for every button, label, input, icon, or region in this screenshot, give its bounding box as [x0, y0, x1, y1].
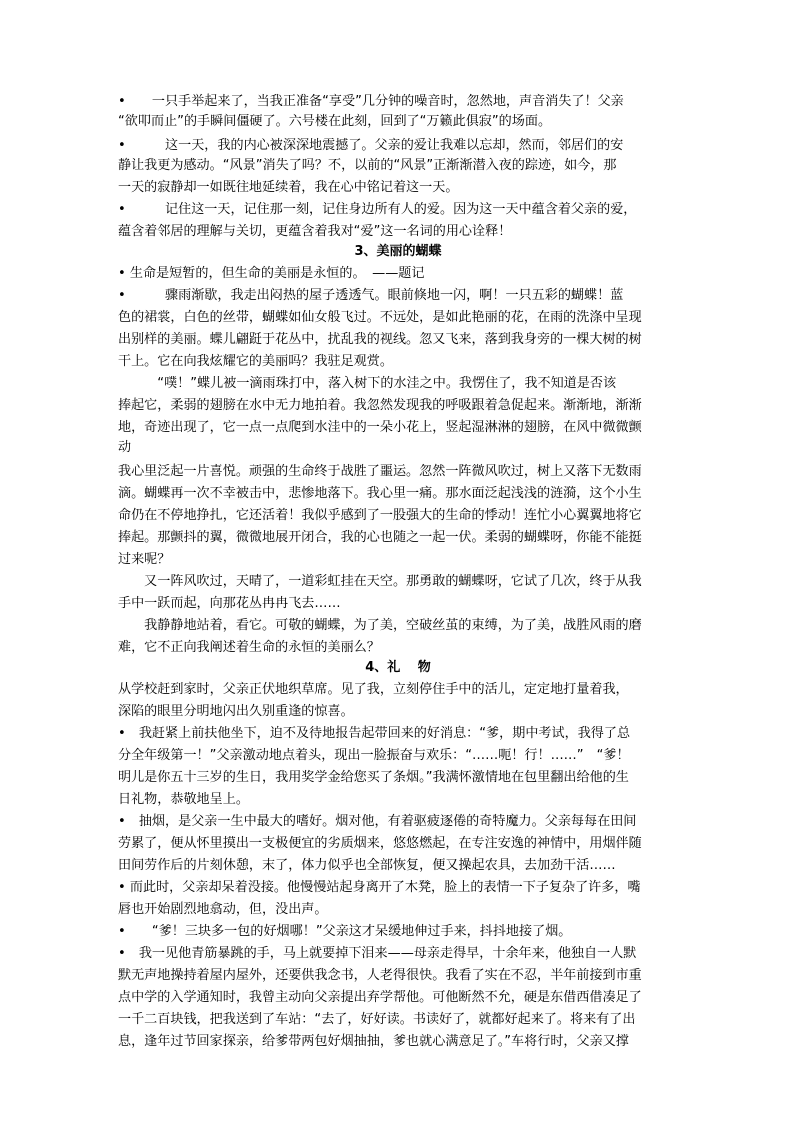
text-line: 过来呢？ — [118, 552, 171, 567]
text-line: 干上。它在向我炫耀它的美丽吗？我驻足观赏。 — [118, 354, 393, 369]
text-line: 明儿是你五十三岁的生日，我用奖学金给您买了条烟。”我满怀激情地在包里翻出给他的生 — [118, 770, 629, 785]
text-line: • “爹！三块多一包的好烟哪！”父亲这才呆缓地伸过手来，抖抖地接了烟。 — [118, 924, 572, 939]
text-line: 一天的寂静却一如既往地延续着，我在心中铭记着这一天。 — [118, 180, 459, 195]
text-line: “欲叩而止”的手瞬间僵硬了。六号楼在此刻，回到了“万籁此俱寂”的场面。 — [118, 114, 552, 129]
text-line: 我心里泛起一片喜悦。顽强的生命终于战胜了噩运。忽然一阵微风吹过，树上又落下无数雨 — [118, 464, 642, 479]
text-line: • 骤雨渐歇，我走出闷热的屋子透透气。眼前倏地一闪，啊！一只五彩的蝴蝶！蓝 — [118, 288, 624, 303]
text-line: 命仍在不停地挣扎，它还活着！我似乎感到了一股强大的生命的悸动！连忙小心翼翼地将它 — [118, 508, 642, 523]
text-line: 手中一跃而起，向那花丛冉冉飞去…… — [118, 596, 341, 611]
text-line: 捧起它，柔弱的翅膀在水中无力地拍着。我忽然发现我的呼吸跟着急促起来。渐渐地，渐渐 — [118, 398, 642, 413]
text-line: 色的裙裳，白色的丝带，蝴蝶如仙女般飞过。不远处，是如此艳丽的花，在雨的洗涤中呈现 — [118, 310, 642, 325]
text-line: 捧起。那颤抖的翼，微微地展开闭合，我的心也随之一起一伏。柔弱的蝴蝶呀，你能不能挺 — [118, 530, 642, 545]
text-line: 息，逢年过节回家探亲，给爹带两包好烟抽抽，爹也就心满意足了。”车将行时，父亲又撑 — [118, 1034, 629, 1049]
text-line: • 生命是短暂的，但生命的美丽是永恒的。 ——题记 — [118, 266, 425, 281]
text-line: 蕴含着邻居的理解与关切，更蕴含着我对“爱”这一名词的用心诠释！ — [118, 224, 512, 239]
text-line: • 抽烟，是父亲一生中最大的嗜好。烟对他，有着驱疲逐倦的奇特魔力。父亲每每在田间 — [118, 814, 637, 829]
text-line: 又一阵风吹过，天晴了，一道彩虹挂在天空。那勇敢的蝴蝶呀，它试了几次，终于从我 — [118, 574, 642, 589]
text-line: 滴。蝴蝶再一次不幸被击中，悲惨地落下。我心里一痛。那水面泛起浅浅的涟漪，这个小生 — [118, 486, 642, 501]
text-line: • 这一天，我的内心被深深地震撼了。父亲的爱让我难以忘却，然而，邻居们的安 — [118, 138, 624, 153]
text-line: • 我赶紧上前扶他坐下，迫不及待地报告起带回来的好消息：“爹，期中考试，我得了总 — [118, 726, 631, 741]
text-line: 一千二百块钱，把我送到了车站：“去了，好好读。书读好了，就都好起来了。将来有了出 — [118, 1012, 636, 1027]
text-line: • 记住这一天，记住那一刻，记住身边所有人的爱。因为这一天中蕴含着父亲的爱， — [118, 202, 637, 217]
text-line: 点中学的入学通知时，我曾主动向父亲提出弃学帮他。可他断然不允，硬是东借西借凑足了 — [118, 990, 642, 1005]
section-title-gift: 4、礼 物 — [365, 660, 431, 675]
text-line: 分全年级第一！”父亲激动地点着头，现出一脸振奋与欢乐：“……呃！行！……” “爹！ — [118, 748, 630, 763]
text-line: 田间劳作后的片刻休憩，末了，体力似乎也全部恢复，便又操起农具，去加劲干活…… — [118, 858, 616, 873]
text-line: 动 — [118, 440, 132, 455]
text-line: 深陷的眼里分明地闪出久别重逢的惊喜。 — [118, 704, 354, 719]
text-line: • 而此时，父亲却呆着没接。他慢慢站起身离开了木凳，脸上的表情一下子复杂了许多，嘴 — [118, 880, 641, 895]
text-line: 从学校赶到家时，父亲正伏地织草席。见了我，立刻停住手中的活儿，定定地打量着我， — [118, 682, 629, 697]
text-line: 静让我更为感动。“风景”消失了吗？不，以前的“风景”正渐渐潜入夜的踪迹，如今，那 — [118, 158, 617, 173]
text-line: 难，它不正向我阐述着生命的永恒的美丽么？ — [118, 640, 380, 655]
text-line: 出别样的美丽。蝶儿翩跹于花丛中，扰乱我的视线。忽又飞来，落到我身旁的一棵大树的树 — [118, 332, 642, 347]
text-line: 我静静地站着，看它。可敬的蝴蝶，为了美，空破丝茧的束缚，为了美，战胜风雨的磨 — [118, 618, 642, 633]
text-line: 唇也开始剧烈地翕动，但，没出声。 — [118, 902, 328, 917]
text-line: 默无声地操持着屋内屋外，还要供我念书，人老得很快。我看了实在不忍，半年前接到市重 — [118, 968, 642, 983]
text-line: 劳累了，便从怀里摸出一支极便宜的劣质烟来，悠悠燃起，在专注安逸的神情中，用烟伴随 — [118, 836, 642, 851]
text-line: “噗！”蝶儿被一滴雨珠打中，落入树下的水洼之中。我愣住了，我不知道是否该 — [118, 376, 617, 391]
text-line: • 我一见他青筋暴跳的手，马上就要掉下泪来——母亲走得早，十余年来，他独自一人默 — [118, 946, 637, 961]
text-line: 地，奇迹出现了，它一点一点爬到水洼中的一朵小花上，竖起湿淋淋的翅膀，在风中微微颤 — [118, 420, 642, 435]
text-line: 日礼物，恭敬地呈上。 — [118, 792, 249, 807]
section-title-butterfly: 3、美丽的蝴蝶 — [354, 244, 442, 259]
text-line: • 一只手举起来了，当我正准备“享受”几分钟的噪音时，忽然地，声音消失了！父亲 — [118, 94, 624, 109]
